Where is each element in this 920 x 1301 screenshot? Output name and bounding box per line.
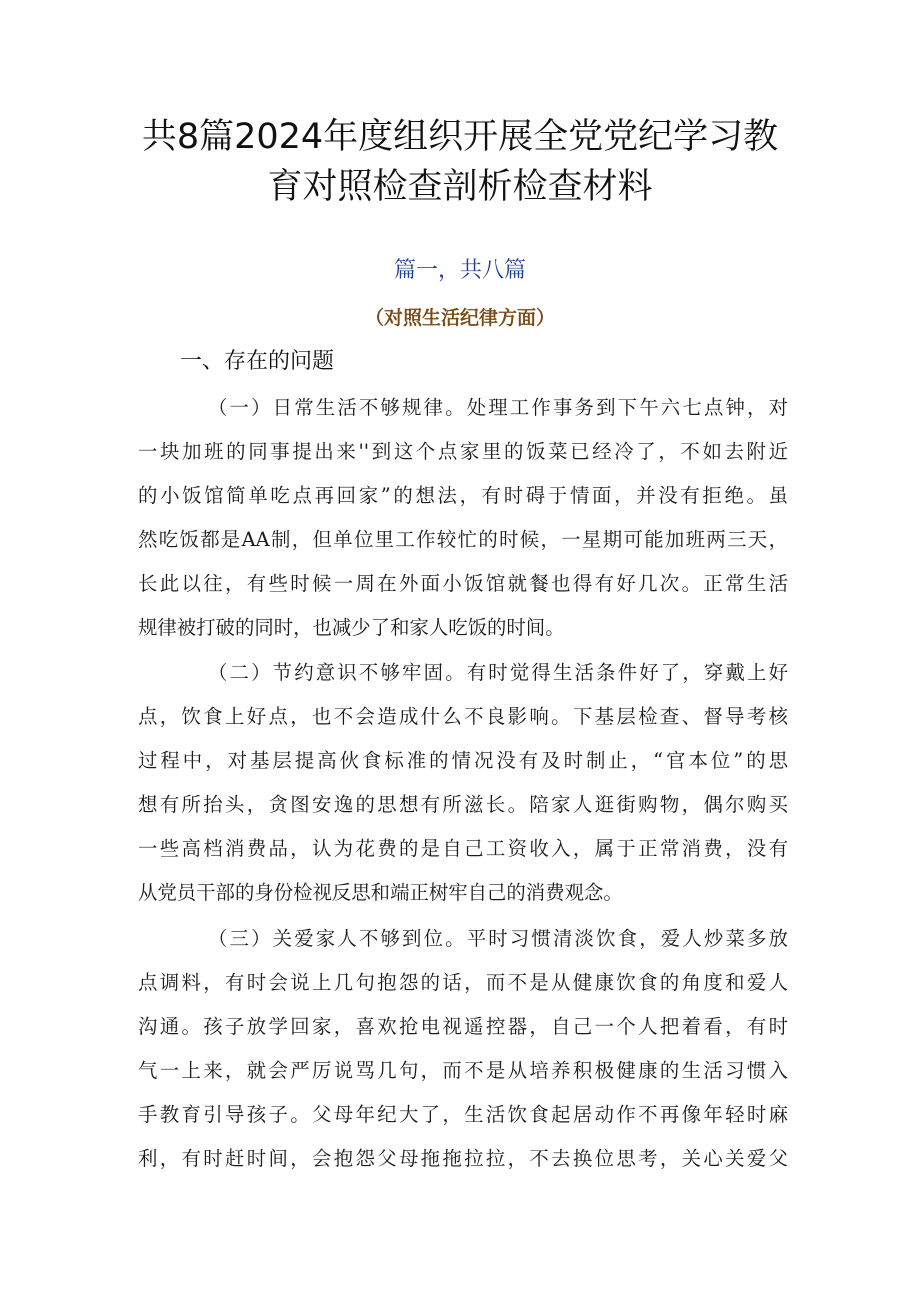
paragraph-line: 气一上来，就会严厉说骂几句，而不是从培养积极健康的生活习惯入	[138, 1059, 788, 1082]
document-title	[130, 112, 790, 212]
paragraph-line: 长此以往，有些时候一周在外面小饭馆就餐也得有好几次。正常生活	[138, 572, 788, 595]
paragraph-line: 利，有时赶时间，会抱怨父母拖拖拉拉，不去换位思考，关心关爱父	[138, 1147, 788, 1170]
paragraph-line: 点调料，有时会说上几句抱怨的话，而不是从健康饮食的角度和爱人	[138, 971, 788, 994]
paragraph-line: 一些高档消费品，认为花费的是自己工资收入，属于正常消费，没有	[138, 837, 788, 860]
paragraph-line: 规律被打破的同时，也减少了和家人吃饭的时间。	[138, 616, 565, 639]
paragraph-line: 点，饮食上好点，也不会造成什么不良影响。下基层检查、督导考核	[138, 705, 788, 728]
paragraph-line: 从党员干部的身份检视反思和端正树牢自己的消费观念。	[138, 881, 623, 904]
paragraph-line: 的小饭馆简单吃点再回家”的想法，有时碍于情面，并没有拒绝。虽	[138, 484, 788, 507]
paragraph-line: 过程中，对基层提高伙食标准的情况没有及时制止，“官本位”的思	[138, 749, 788, 772]
title-line-2: 育对照检查剖析检查材料	[267, 167, 653, 207]
paragraph-line: 一块加班的同事提出来''到这个点家里的饭菜已经冷了，不如去附近	[138, 440, 788, 463]
paragraph-line: （三）关爱家人不够到位。平时习惯清淡饮食，爱人炒菜多放	[208, 927, 788, 950]
paragraph-line: 然吃饭都是AA制，但单位里工作较忙的时候，一星期可能加班两三天，	[138, 528, 788, 551]
title-line-1: 共8篇2024年度组织开展全党党纪学习教	[141, 117, 779, 157]
paragraph-line: 想有所抬头，贪图安逸的思想有所滋长。陪家人逛街购物，偶尔购买	[138, 793, 788, 816]
paragraph-line: （二）节约意识不够牢固。有时觉得生活条件好了，穿戴上好	[208, 661, 788, 684]
section-heading: 篇一，共八篇	[393, 258, 526, 283]
heading-existing-problems: 一、存在的问题	[180, 349, 335, 374]
section-subheading: （对照生活纪律方面）	[364, 307, 555, 329]
paragraph-line: 手教育引导孩子。父母年纪大了，生活饮食起居动作不再像年轻时麻	[138, 1103, 788, 1126]
paragraph-3	[138, 917, 788, 1181]
paragraph-line: 沟通。孩子放学回家，喜欢抢电视遥控器，自己一个人把着看，有时	[138, 1015, 788, 1038]
paragraph-1	[138, 386, 788, 650]
paragraph-2	[138, 651, 788, 915]
paragraph-line: （一）日常生活不够规律。处理工作事务到下午六七点钟，对	[208, 396, 788, 419]
